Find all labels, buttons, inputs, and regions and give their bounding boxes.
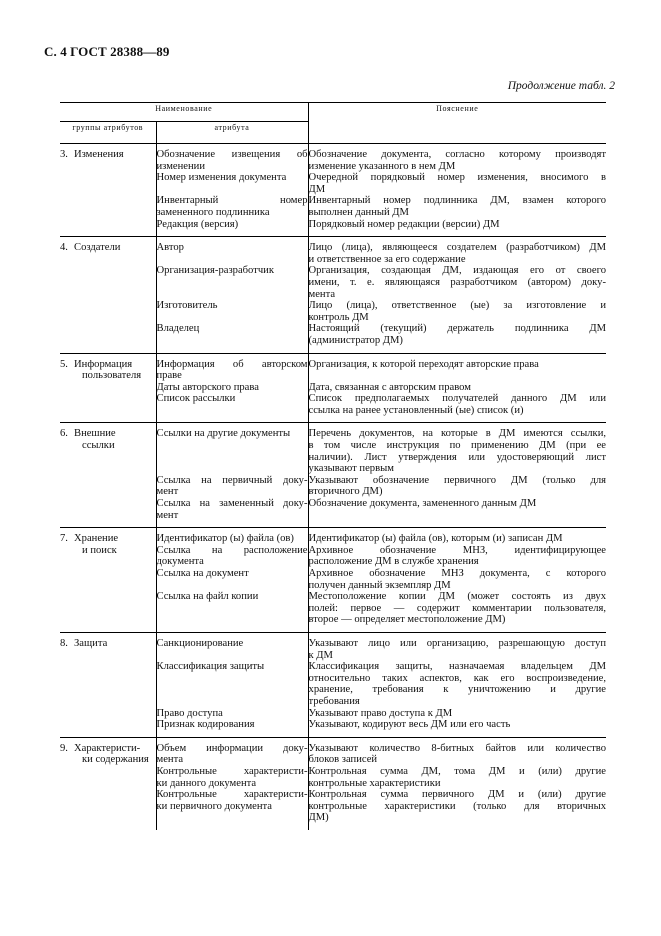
group-cell: [60, 237, 156, 353]
explanation-item: [309, 533, 607, 545]
attribute-cell: [156, 632, 308, 737]
explanation-item: [309, 428, 607, 474]
explanation-item: [309, 359, 607, 382]
attribute-item: [157, 661, 308, 707]
group-cell: [60, 737, 156, 830]
explanation-line: Порядковый номер редакции (версии) ДМ: [308, 218, 500, 230]
attribute-line: Санкционирование: [156, 637, 244, 649]
attribute-item: [157, 172, 308, 195]
attribute-line: Признак кодирования: [156, 719, 255, 731]
attribute-cell: [156, 237, 308, 353]
attribute-item: [157, 359, 308, 382]
explanation-line: Указывают лицо или организацию, разрешающую доступ: [308, 637, 607, 649]
group-number: 6.: [60, 428, 68, 440]
explanation-line: мента: [308, 288, 336, 300]
explanation-line: ДМ: [308, 183, 326, 195]
explanation-cell: [308, 632, 606, 737]
attribute-item: [157, 719, 308, 731]
attribute-line: Владелец: [156, 323, 200, 335]
explanation-line: Указывают обозначение первичного ДМ (только для: [308, 474, 607, 486]
explanation-line: изменение указанного в нем ДМ: [308, 160, 456, 172]
explanation-item: [309, 475, 607, 498]
attribute-item: [157, 265, 308, 300]
explanation-line: Архивное обозначение МНЗ документа, с которого: [308, 568, 607, 579]
attribute-line: праве: [156, 370, 182, 382]
attribute-item: [157, 300, 308, 323]
explanation-line: Настоящий (текущий) держатель подлинника ДМ: [308, 323, 607, 335]
explanation-item: [309, 172, 607, 195]
explanation-line: требования: [308, 695, 360, 707]
explanation-cell: [308, 237, 606, 353]
explanation-line: Указывают право доступа к ДМ: [308, 707, 453, 719]
explanation-item: [309, 568, 607, 591]
explanation-item: [309, 265, 607, 300]
attributes-table: [60, 102, 606, 830]
explanation-line: Список предполагаемых получателей данного ДМ или: [308, 393, 607, 405]
attribute-line: Ссылка на первичный доку-: [156, 474, 308, 486]
explanation-line: полей: первое — содержит комментарии пользователя,: [308, 602, 607, 614]
explanation-line: Обозначение документа, замененного данным ДМ: [308, 498, 537, 510]
attribute-item: [157, 195, 308, 218]
header-name: Наименование: [60, 103, 308, 122]
attribute-item: [157, 498, 308, 521]
group-name: Характеристи-: [74, 742, 141, 754]
explanation-line: указывают первым: [308, 463, 394, 475]
attribute-line: Информация об авторском: [156, 358, 308, 370]
group-cell: [60, 144, 156, 237]
group-name: Создатели: [74, 242, 121, 254]
explanation-item: [309, 545, 607, 568]
explanation-line: контрольные характеристики (только для вторичных: [308, 800, 607, 812]
attribute-item: [157, 323, 308, 346]
group-name: Хранение: [74, 533, 119, 545]
explanation-item: [309, 382, 607, 394]
explanation-line: выполнен данный ДМ: [308, 206, 409, 218]
attribute-line: Ссылки на другие документы: [156, 428, 291, 440]
attribute-cell: [156, 737, 308, 830]
attribute-item: [157, 743, 308, 766]
attribute-line: ки первичного документа: [156, 800, 273, 812]
explanation-line: имени, т. е. являющаяся разработчиком (автором) доку-: [308, 276, 607, 288]
attribute-line: Изготовитель: [156, 300, 218, 312]
explanation-line: контроль ДМ: [308, 311, 369, 323]
attribute-line: Контрольные характеристи-: [156, 789, 308, 801]
attribute-item: [157, 149, 308, 172]
group-cell: [60, 423, 156, 528]
table-row: [60, 528, 606, 633]
explanation-item: [309, 591, 607, 626]
group-cell: [60, 528, 156, 633]
attribute-line: Список рассылки: [156, 393, 236, 405]
table-row: [60, 737, 606, 830]
explanation-line: Идентификатор (ы) файла (ов), которым (и) записан ДМ: [308, 533, 563, 545]
group-cell: [60, 353, 156, 423]
explanation-cell: [308, 353, 606, 423]
explanation-line: наличии). Лист утверждения или удостоверяющий лист: [308, 451, 607, 463]
explanation-cell: [308, 144, 606, 237]
explanation-cell: [308, 737, 606, 830]
explanation-line: и ответственное за его содержание: [308, 253, 466, 265]
explanation-item: [309, 719, 607, 731]
explanation-line: Лицо (лица), ответственное (ые) за изготовление и: [308, 300, 607, 312]
attribute-line: Объем информации доку-: [156, 742, 308, 754]
table-row: [60, 353, 606, 423]
table-row: [60, 144, 606, 237]
page-header: С. 4 ГОСТ 28388—89: [44, 44, 170, 59]
explanation-line: Перечень документов, на которые в ДМ имеются ссылки,: [308, 428, 607, 440]
explanation-line: Указывают, кодируют весь ДМ или его часть: [308, 719, 511, 731]
explanation-line: Обозначение документа, согласно которому производят: [308, 149, 607, 160]
explanation-item: [309, 708, 607, 720]
group-name: Внешние: [74, 428, 116, 440]
explanation-item: [309, 766, 607, 789]
group-name: Изменения: [74, 149, 124, 160]
explanation-line: Контрольная сумма ДМ, тома ДМ и (или) другие: [308, 765, 607, 777]
attribute-item: [157, 708, 308, 720]
explanation-line: Дата, связанная с авторским правом: [308, 381, 471, 393]
header-explanation: Пояснение: [436, 104, 479, 113]
attribute-line: Ссылка на замененный доку-: [156, 498, 308, 510]
explanation-line: в том числе инструкция по применению ДМ (при ее: [308, 440, 607, 452]
attribute-line: мента: [156, 754, 184, 766]
explanation-line: Контрольная сумма первичного ДМ и (или) другие: [308, 789, 607, 801]
attribute-line: ки данного документа: [156, 777, 257, 789]
explanation-cell: [308, 528, 606, 633]
explanation-line: Лицо (лица), являющееся создателем (разработчиком) ДМ: [308, 242, 607, 254]
explanation-line: ДМ): [308, 812, 329, 824]
group-cell: [60, 632, 156, 737]
attribute-item: [157, 382, 308, 394]
explanation-line: Местоположение копии ДМ (может состоять из двух: [308, 591, 607, 603]
group-number: 8.: [60, 637, 68, 649]
attribute-item: [157, 638, 308, 661]
attribute-item: [157, 475, 308, 498]
explanation-line: блоков записей: [308, 754, 378, 766]
group-number: 7.: [60, 533, 68, 545]
attribute-item: [157, 568, 308, 591]
explanation-item: [309, 323, 607, 346]
attribute-line: мент: [156, 486, 179, 498]
attribute-item: [157, 242, 308, 265]
header-group: группы атрибутов: [60, 122, 156, 144]
table-row: [60, 423, 606, 528]
explanation-item: [309, 149, 607, 172]
explanation-line: Очередной порядковый номер изменения, вносимого в: [308, 172, 607, 184]
attribute-line: Контрольные характеристи-: [156, 765, 308, 777]
attribute-cell: [156, 423, 308, 528]
attribute-line: Ссылка на документ: [156, 568, 249, 579]
explanation-item: [309, 638, 607, 661]
group-number: 9.: [60, 742, 68, 754]
attribute-line: Ссылка на файл копии: [156, 591, 259, 603]
attribute-line: Организация-разработчик: [156, 265, 274, 277]
attribute-line: Классификация защиты: [156, 661, 265, 673]
attribute-line: изменении: [156, 160, 205, 172]
group-name: и поиск: [82, 544, 117, 556]
attribute-line: мент: [156, 509, 179, 521]
group-name: Защита: [74, 637, 108, 649]
attribute-line: Право доступа: [156, 707, 223, 719]
explanation-line: Организация, к которой переходят авторские права: [308, 358, 539, 370]
explanation-line: второе — определяет местоположение ДМ): [308, 614, 506, 626]
attribute-item: [157, 766, 308, 789]
explanation-item: [309, 743, 607, 766]
header-attribute: атрибута: [156, 122, 308, 144]
group-name: ки содержания: [82, 754, 149, 766]
explanation-item: [309, 789, 607, 824]
group-name: пользователя: [82, 370, 142, 382]
explanation-item: [309, 498, 607, 521]
attribute-item: [157, 428, 308, 474]
attribute-item: [157, 533, 308, 545]
explanation-item: [309, 219, 607, 231]
group-name: Информация: [74, 358, 133, 370]
attribute-line: Автор: [156, 242, 184, 254]
attribute-line: Обозначение извещения об: [156, 149, 308, 160]
explanation-item: [309, 195, 607, 218]
table-row: [60, 237, 606, 353]
explanation-line: Инвентарный номер подлинника ДМ, взамен которого: [308, 195, 607, 207]
explanation-cell: [308, 423, 606, 528]
explanation-line: получен данный экземпляр ДМ: [308, 579, 451, 591]
explanation-line: ссылка на ранее установленный (ые) список (и): [308, 404, 524, 416]
explanation-line: Указывают количество 8-битных байтов или количество: [308, 742, 607, 754]
attribute-line: Ссылка на расположение: [156, 544, 308, 556]
explanation-item: [309, 661, 607, 707]
group-number: 4.: [60, 242, 68, 254]
explanation-line: вторичного ДМ): [308, 486, 383, 498]
explanation-line: (администратор ДМ): [308, 334, 403, 346]
group-name: ссылки: [82, 440, 115, 452]
attribute-cell: [156, 144, 308, 237]
explanation-line: относительно таких аспектов, как его воспроизведение,: [308, 672, 607, 684]
attribute-line: Редакция (версия): [156, 218, 239, 230]
attribute-item: [157, 219, 308, 231]
explanation-item: [309, 300, 607, 323]
attribute-line: Инвентарный номер: [156, 195, 308, 207]
group-number: 3.: [60, 149, 68, 160]
explanation-line: Классификация защиты, назначаемая владельцем ДМ: [308, 661, 607, 673]
table-continuation-note: Продолжение табл. 2: [507, 80, 615, 92]
attribute-item: [157, 789, 308, 824]
explanation-line: Архивное обозначение МНЗ, идентифицирующее: [308, 544, 607, 556]
attribute-item: [157, 545, 308, 568]
attribute-cell: [156, 528, 308, 633]
attribute-item: [157, 393, 308, 416]
explanation-line: хранение, требования к уничтожению и другие: [308, 684, 607, 696]
explanation-line: к ДМ: [308, 649, 333, 661]
attribute-cell: [156, 353, 308, 423]
attribute-line: Идентификатор (ы) файла (ов): [156, 533, 294, 545]
attribute-line: документа: [156, 556, 204, 568]
attribute-line: замененного подлинника: [156, 206, 270, 218]
explanation-line: контрольные характеристики: [308, 777, 441, 789]
attribute-line: Номер изменения документа: [156, 172, 287, 184]
explanation-line: Организация, создающая ДМ, издающая его от своего: [308, 265, 607, 277]
attribute-line: Даты авторского права: [156, 381, 259, 393]
explanation-line: расположение ДМ в службе хранения: [308, 556, 479, 568]
group-number: 5.: [60, 358, 68, 370]
table-row: [60, 632, 606, 737]
attribute-item: [157, 591, 308, 626]
explanation-item: [309, 242, 607, 265]
explanation-item: [309, 393, 607, 416]
